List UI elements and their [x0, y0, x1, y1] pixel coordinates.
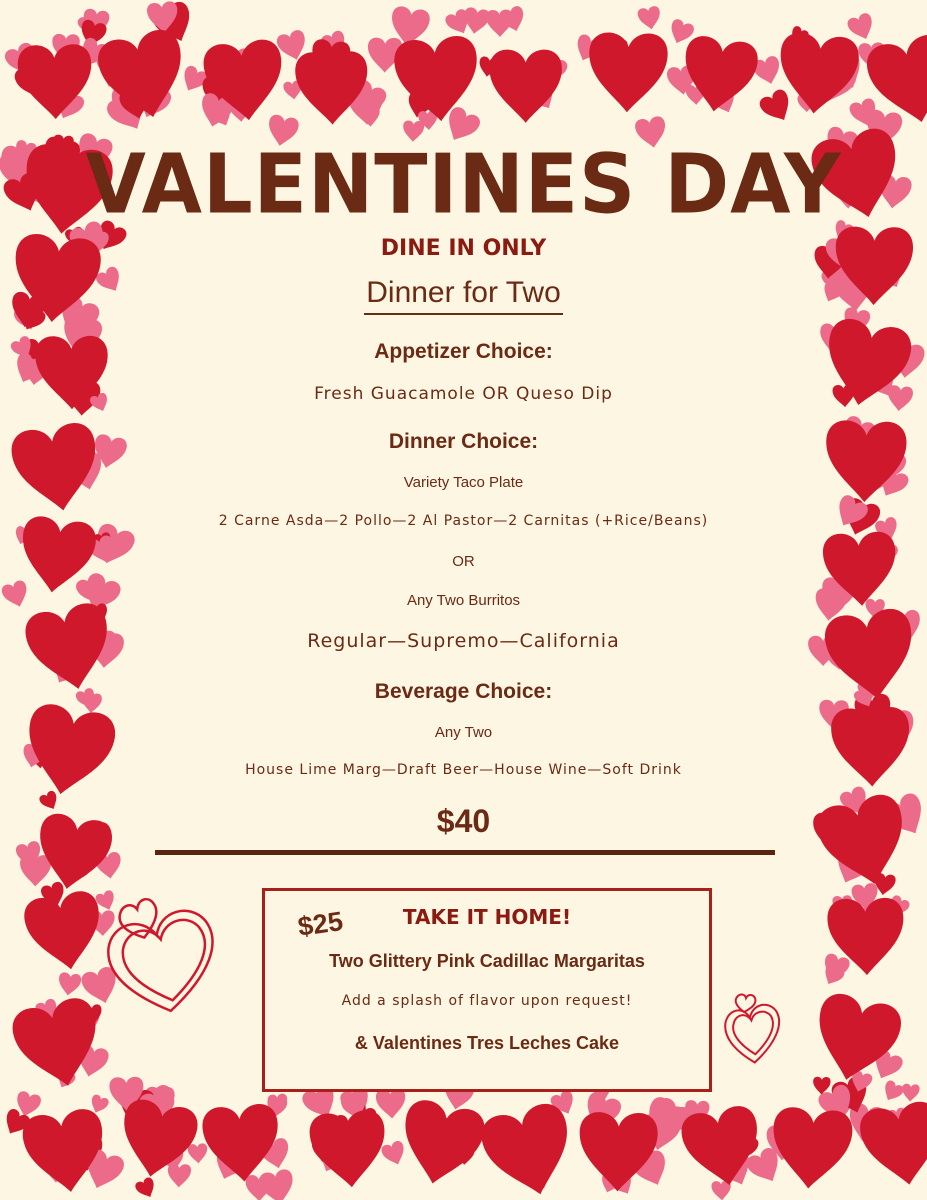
- heart-icon: [637, 5, 663, 31]
- beverage-any: Any Two: [434, 724, 493, 741]
- heart-icon: [375, 1088, 406, 1120]
- heart-icon: [880, 1079, 906, 1105]
- burritos-item: Any Two Burritos: [406, 592, 521, 609]
- outline-heart-icon: [100, 890, 260, 1020]
- takeout-margaritas: Two Glittery Pink Cadillac Margaritas: [329, 951, 645, 971]
- dinner-heading: Dinner Choice:: [388, 430, 539, 453]
- heart-icon: [245, 1174, 272, 1200]
- offer-heading: [0, 276, 927, 310]
- heart-icon: [769, 1106, 854, 1192]
- small-outline-heart-icon: [720, 990, 795, 1070]
- or-label: OR: [452, 553, 475, 570]
- heart-icon: [392, 34, 482, 125]
- offer-heading-text: Dinner for Two: [364, 276, 563, 315]
- takeout-cake: & Valentines Tres Leches Cake: [354, 1033, 620, 1053]
- takeout-heading: TAKE IT HOME!: [402, 905, 572, 929]
- heart-icon: [813, 1077, 831, 1095]
- heart-icon: [359, 105, 381, 128]
- takeout-price: $25: [296, 906, 345, 942]
- appetizer-heading: Appetizer Choice:: [374, 340, 553, 363]
- heart-icon: [134, 1176, 159, 1200]
- takeout-flavor-note: Add a splash of flavor upon request!: [341, 993, 633, 1009]
- heart-icon: [578, 1112, 658, 1193]
- heart-icon: [187, 1143, 208, 1164]
- burrito-options: Regular—Supremo—California: [307, 630, 620, 652]
- dine-in-subtitle: DINE IN ONLY: [380, 236, 547, 261]
- heart-icon: [21, 888, 107, 975]
- beverage-heading: Beverage Choice:: [374, 680, 553, 703]
- heart-icon: [57, 972, 82, 997]
- divider-rule: [155, 850, 775, 855]
- heart-icon: [167, 1164, 191, 1188]
- heart-icon: [201, 1103, 282, 1185]
- heart-icon: [846, 12, 878, 44]
- dinner-price: $40: [436, 803, 491, 839]
- heart-icon: [489, 50, 562, 123]
- takeout-box: [262, 888, 712, 1092]
- heart-icon: [308, 1109, 389, 1191]
- beverage-options: House Lime Marg—Draft Beer—House Wine—Soft Drink: [245, 762, 682, 778]
- heart-icon: [757, 87, 797, 127]
- heart-icon: [588, 32, 668, 113]
- heart-icon: [857, 1099, 927, 1191]
- heart-icon: [462, 7, 491, 36]
- appetizer-options: Fresh Guacamole OR Queso Dip: [314, 384, 613, 404]
- page-title: VALENTINES DAY: [85, 137, 842, 233]
- taco-details: 2 Carne Asda—2 Pollo—2 Al Pastor—2 Carnitas (+Rice/Beans): [218, 513, 709, 529]
- taco-plate-item: Variety Taco Plate: [403, 474, 524, 491]
- heart-icon: [380, 1139, 409, 1168]
- heart-icon: [486, 10, 513, 38]
- heart-icon: [394, 1097, 489, 1192]
- heart-icon: [477, 1099, 582, 1200]
- heart-icon: [901, 1083, 919, 1102]
- heart-icon: [678, 34, 760, 117]
